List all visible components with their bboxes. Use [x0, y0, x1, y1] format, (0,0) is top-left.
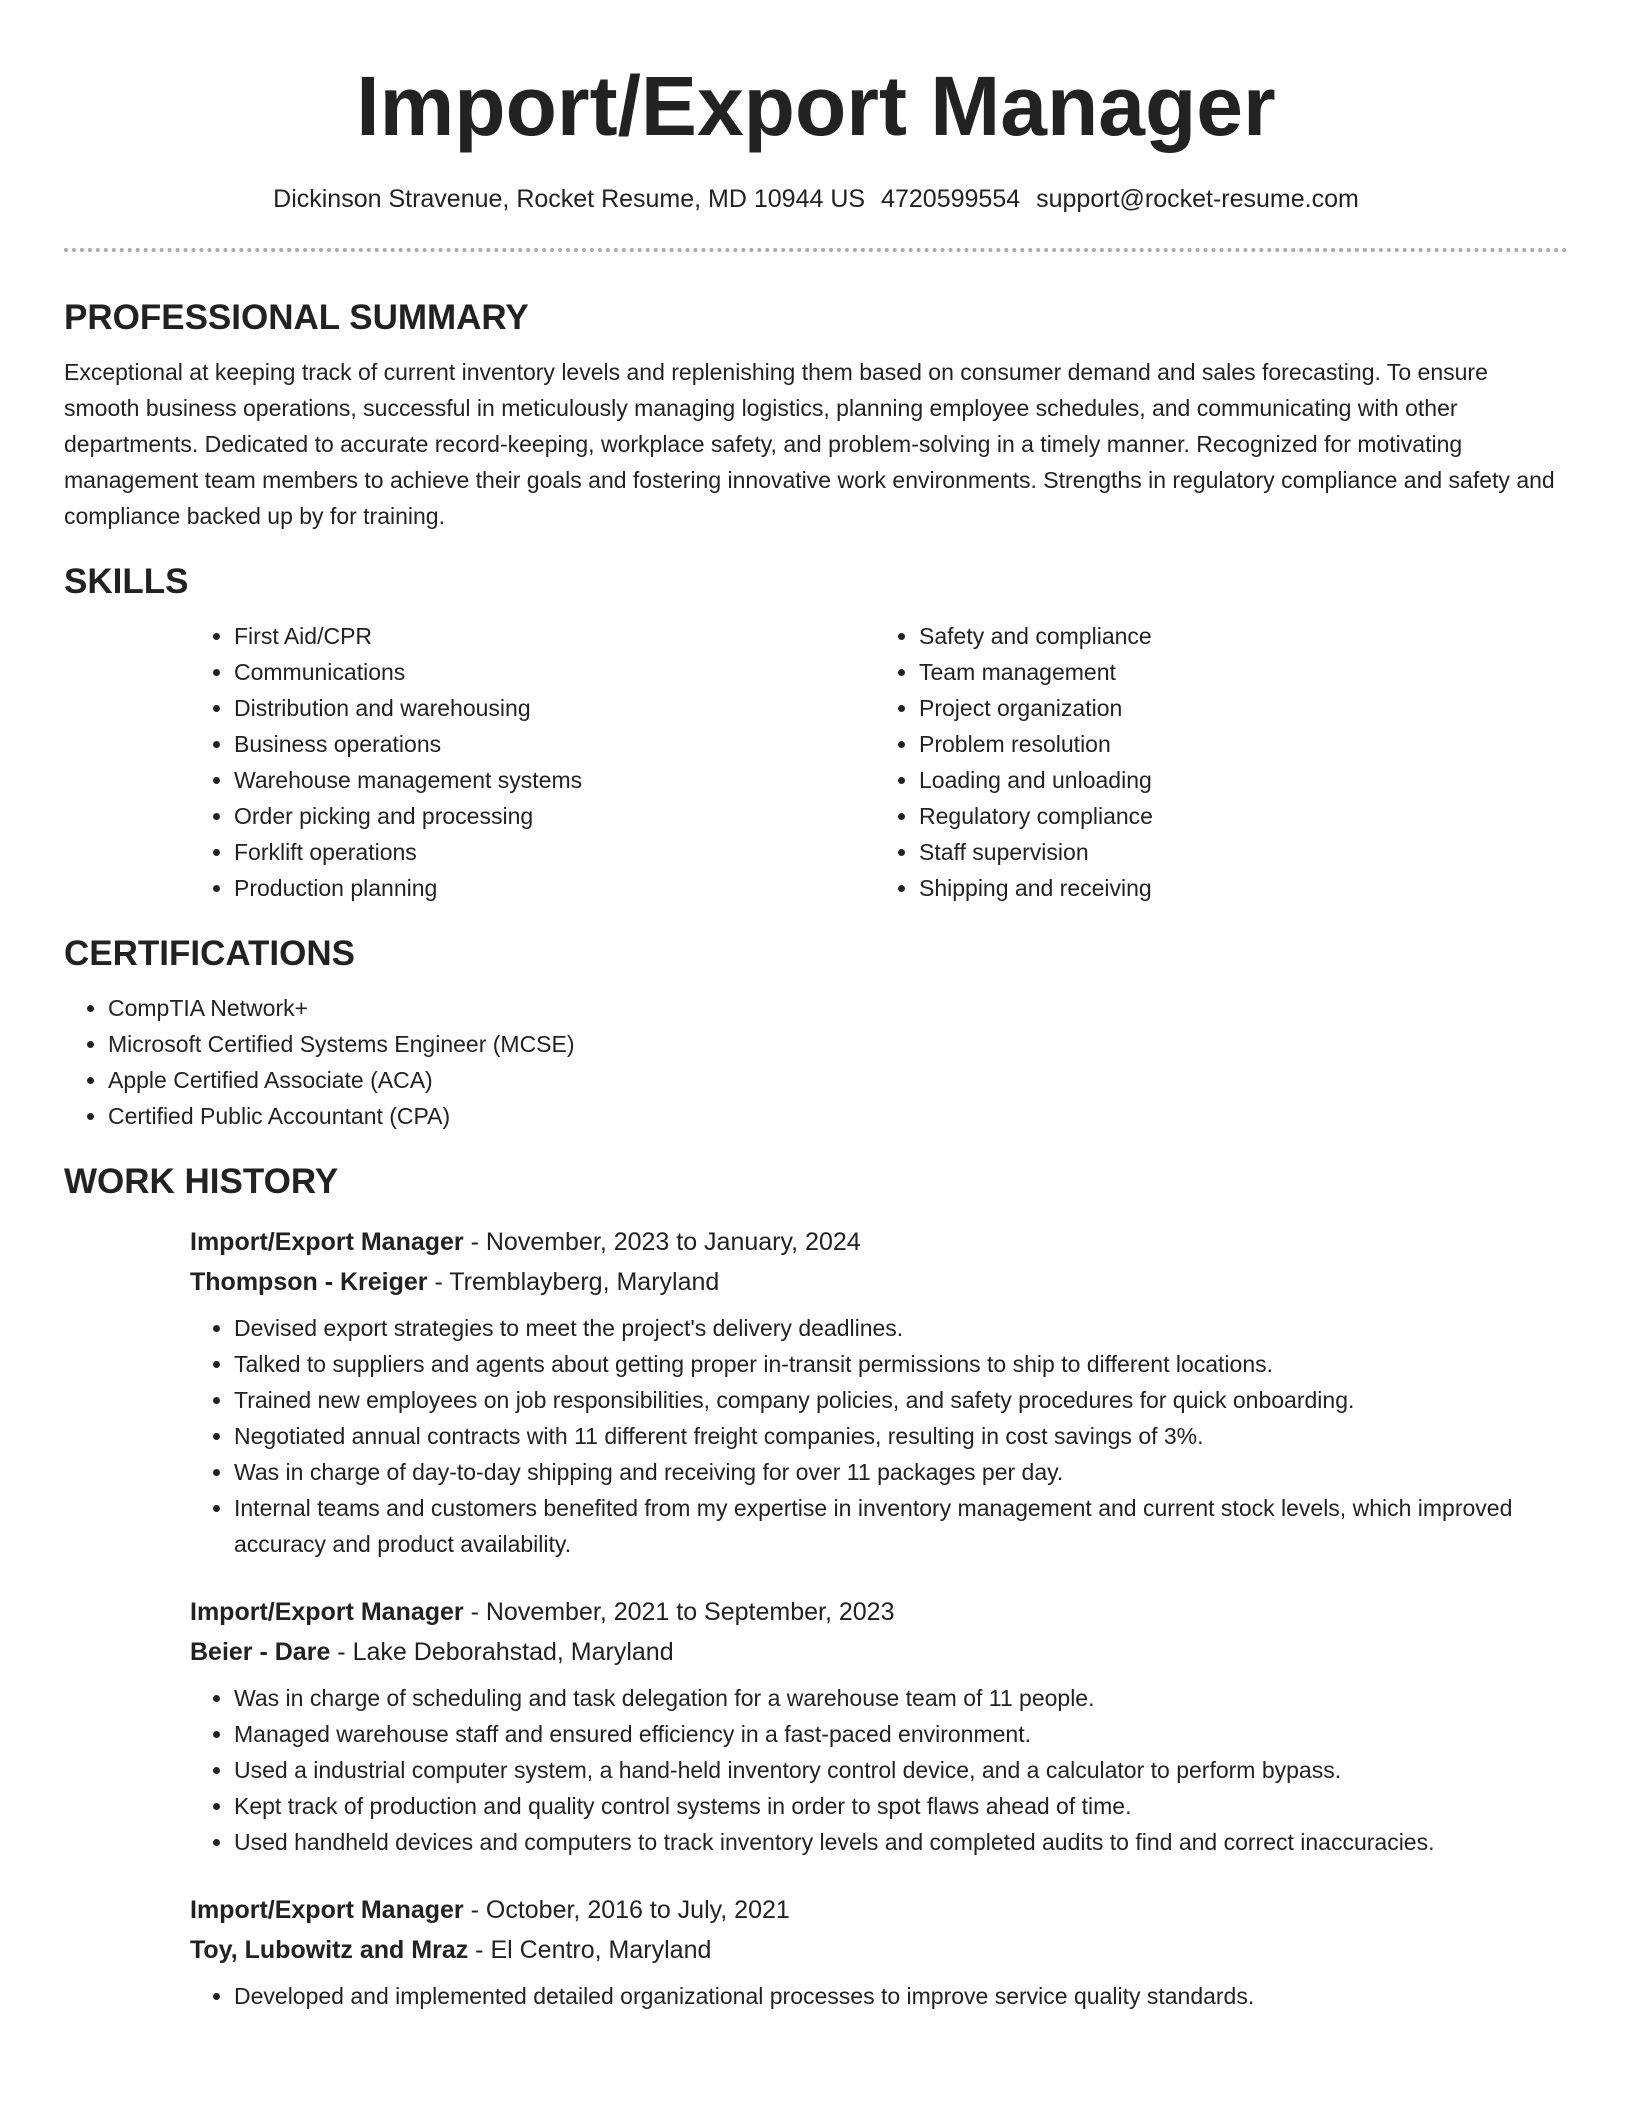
skill-item: • Shipping and receiving: [919, 870, 1560, 906]
job-bullet: • Talked to suppliers and agents about getting proper in-transit permissions to ship to different locations.: [234, 1346, 1560, 1382]
certification-item: • Apple Certified Associate (ACA): [108, 1062, 1568, 1098]
job-bullet: • Used handheld devices and computers to track inventory levels and completed audits to find and correct inaccuracies.: [234, 1824, 1560, 1860]
job-bullet: • Negotiated annual contracts with 11 different freight companies, resulting in cost savings of 3%.: [234, 1418, 1560, 1454]
summary-text: Exceptional at keeping track of current inventory levels and replenishing them based on consumer demand and sales forecasting. To ensure smooth business operations, successful in meticulously managing logistics, planning employee schedules, and communicating with other departments. Dedicated to accurate record-keeping, workplace safety, and problem-solving in a timely manner. Recognized for motivating management team members to achieve their goals and fostering innovative work environments. Strengths in regulatory compliance and safety and compliance backed up by for training.: [64, 359, 1555, 529]
job-company-line: [190, 1930, 1560, 1970]
job-bullets: [190, 1978, 1560, 2014]
skill-item: • Loading and unloading: [919, 762, 1560, 798]
job-title-line: [190, 1890, 1560, 1930]
job-dates: - November, 2021 to September, 2023: [463, 1598, 895, 1626]
job-location: - Lake Deborahstad, Maryland: [330, 1638, 674, 1666]
job-role: Import/Export Manager: [190, 1228, 464, 1256]
work-history-heading: WORK HISTORY: [64, 1162, 339, 1201]
job-title-line: [190, 1222, 1560, 1262]
skill-item: • Order picking and processing: [234, 798, 875, 834]
job-bullets: [190, 1310, 1560, 1562]
job-company: Beier - Dare: [190, 1638, 331, 1666]
certification-item: • Microsoft Certified Systems Engineer (MCSE): [108, 1026, 1568, 1062]
job-bullet: • Developed and implemented detailed organizational processes to improve service quality standards.: [234, 1978, 1560, 2014]
job-company: Toy, Lubowitz and Mraz: [190, 1936, 469, 1964]
job-bullet: • Used a industrial computer system, a hand-held inventory control device, and a calculator to perform bypass.: [234, 1752, 1560, 1788]
contact-address: Dickinson Stravenue, Rocket Resume, MD 10944 US: [273, 185, 866, 213]
skills-section: [64, 560, 1568, 906]
job-bullet: • Was in charge of scheduling and task delegation for a warehouse team of 11 people.: [234, 1680, 1560, 1716]
job-company-line: [190, 1632, 1560, 1672]
skill-item: • Safety and compliance: [919, 618, 1560, 654]
skills-list-left: [190, 618, 875, 906]
certification-item: • CompTIA Network+: [108, 990, 1568, 1026]
job-bullet: • Was in charge of day-to-day shipping and receiving for over 11 packages per day.: [234, 1454, 1560, 1490]
skills-heading: SKILLS: [64, 562, 189, 601]
job-dates: - October, 2016 to July, 2021: [463, 1896, 790, 1924]
job-bullet: • Internal teams and customers benefited from my expertise in inventory management and current stock levels, which improved accuracy and product availability.: [234, 1490, 1560, 1562]
contact-email: support@rocket-resume.com: [1036, 185, 1359, 213]
work-history-section: [64, 1160, 1568, 2014]
job-dates: - November, 2023 to January, 2024: [463, 1228, 861, 1256]
certifications-section: [64, 932, 1568, 1134]
job-bullet: • Kept track of production and quality control systems in order to spot flaws ahead of time.: [234, 1788, 1560, 1824]
job-company: Thompson - Kreiger: [190, 1268, 428, 1296]
job-location: - Tremblayberg, Maryland: [427, 1268, 720, 1296]
certification-item: • Certified Public Accountant (CPA): [108, 1098, 1568, 1134]
summary-heading: PROFESSIONAL SUMMARY: [64, 298, 529, 337]
skill-item: • Forklift operations: [234, 834, 875, 870]
skill-item: • Project organization: [919, 690, 1560, 726]
certifications-list: [64, 990, 1568, 1134]
skill-item: • Distribution and warehousing: [234, 690, 875, 726]
resume-title: Import/Export Manager: [356, 59, 1276, 153]
job-entry: [190, 1222, 1560, 1562]
header-divider: [64, 248, 1568, 252]
summary-section: [64, 296, 1568, 534]
skill-item: • Production planning: [234, 870, 875, 906]
skill-item: • Staff supervision: [919, 834, 1560, 870]
skill-item: • Regulatory compliance: [919, 798, 1560, 834]
skill-item: • Communications: [234, 654, 875, 690]
skill-item: • Warehouse management systems: [234, 762, 875, 798]
job-entry: [190, 1890, 1560, 2014]
job-bullet: • Devised export strategies to meet the project's delivery deadlines.: [234, 1310, 1560, 1346]
contact-phone: 4720599554: [881, 185, 1021, 213]
job-company-line: [190, 1262, 1560, 1302]
job-bullet: • Managed warehouse staff and ensured efficiency in a fast-paced environment.: [234, 1716, 1560, 1752]
contact-line: [64, 184, 1568, 214]
certifications-heading: CERTIFICATIONS: [64, 934, 356, 973]
skill-item: • Team management: [919, 654, 1560, 690]
skills-grid: [190, 618, 1560, 906]
job-title-line: [190, 1592, 1560, 1632]
job-role: Import/Export Manager: [190, 1896, 464, 1924]
job-role: Import/Export Manager: [190, 1598, 464, 1626]
skills-list-right: [875, 618, 1560, 906]
skill-item: • Problem resolution: [919, 726, 1560, 762]
job-bullet: • Trained new employees on job responsibilities, company policies, and safety procedures for quick onboarding.: [234, 1382, 1560, 1418]
job-bullets: [190, 1680, 1560, 1860]
skill-item: • Business operations: [234, 726, 875, 762]
job-location: - El Centro, Maryland: [468, 1936, 712, 1964]
skill-item: • First Aid/CPR: [234, 618, 875, 654]
job-entry: [190, 1592, 1560, 1860]
